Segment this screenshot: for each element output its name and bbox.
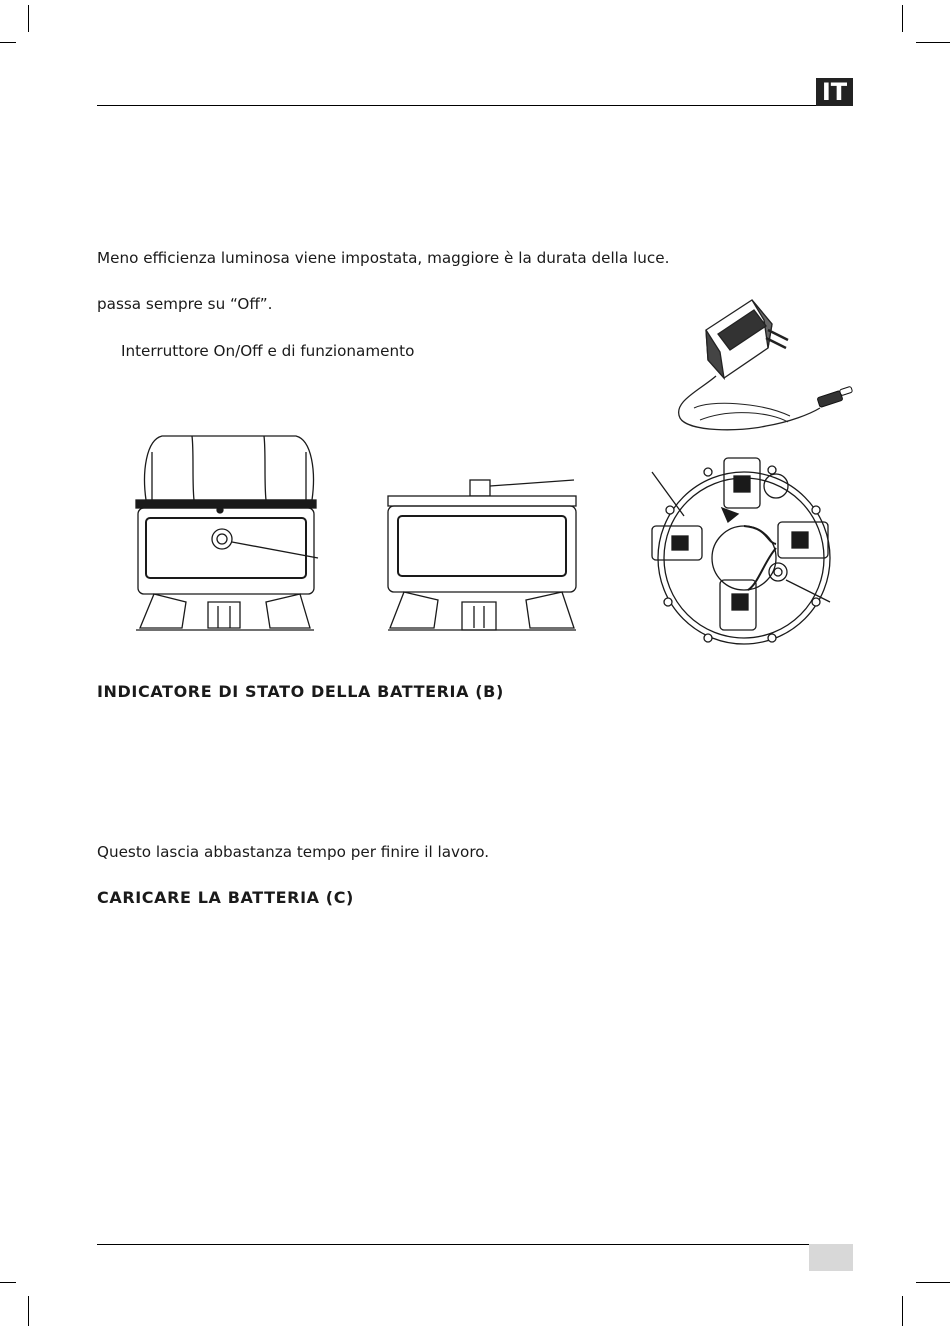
crop-mark (28, 1296, 29, 1326)
footer-rule (97, 1244, 852, 1245)
switch-label: Interruttore On/Off e di funzionamento (121, 342, 415, 360)
efficiency-sentence: Meno efficienza luminosa viene impostata, maggiore è la durata della luce. (97, 249, 670, 267)
crop-mark (0, 42, 16, 43)
crop-mark (916, 1282, 950, 1283)
charge-battery-heading: CARICARE LA BATTERIA (C) (97, 888, 354, 907)
time-sentence: Questo lascia abbastanza tempo per finire il lavoro. (97, 843, 490, 861)
crop-mark (0, 1282, 16, 1283)
crop-mark (902, 5, 903, 32)
crop-mark (916, 42, 950, 43)
crop-mark (28, 5, 29, 32)
page-number-box (809, 1244, 853, 1271)
front-view-illustration (132, 432, 342, 638)
crop-mark (902, 1296, 903, 1326)
header-rule (97, 105, 852, 106)
charger-illustration (670, 290, 860, 440)
bottom-view-illustration (648, 452, 838, 644)
battery-status-heading: INDICATORE DI STATO DELLA BATTERIA (B) (97, 682, 504, 701)
rear-view-illustration (384, 478, 584, 638)
language-badge: IT (816, 78, 853, 106)
off-sentence: passa sempre su “Off”. (97, 295, 273, 313)
